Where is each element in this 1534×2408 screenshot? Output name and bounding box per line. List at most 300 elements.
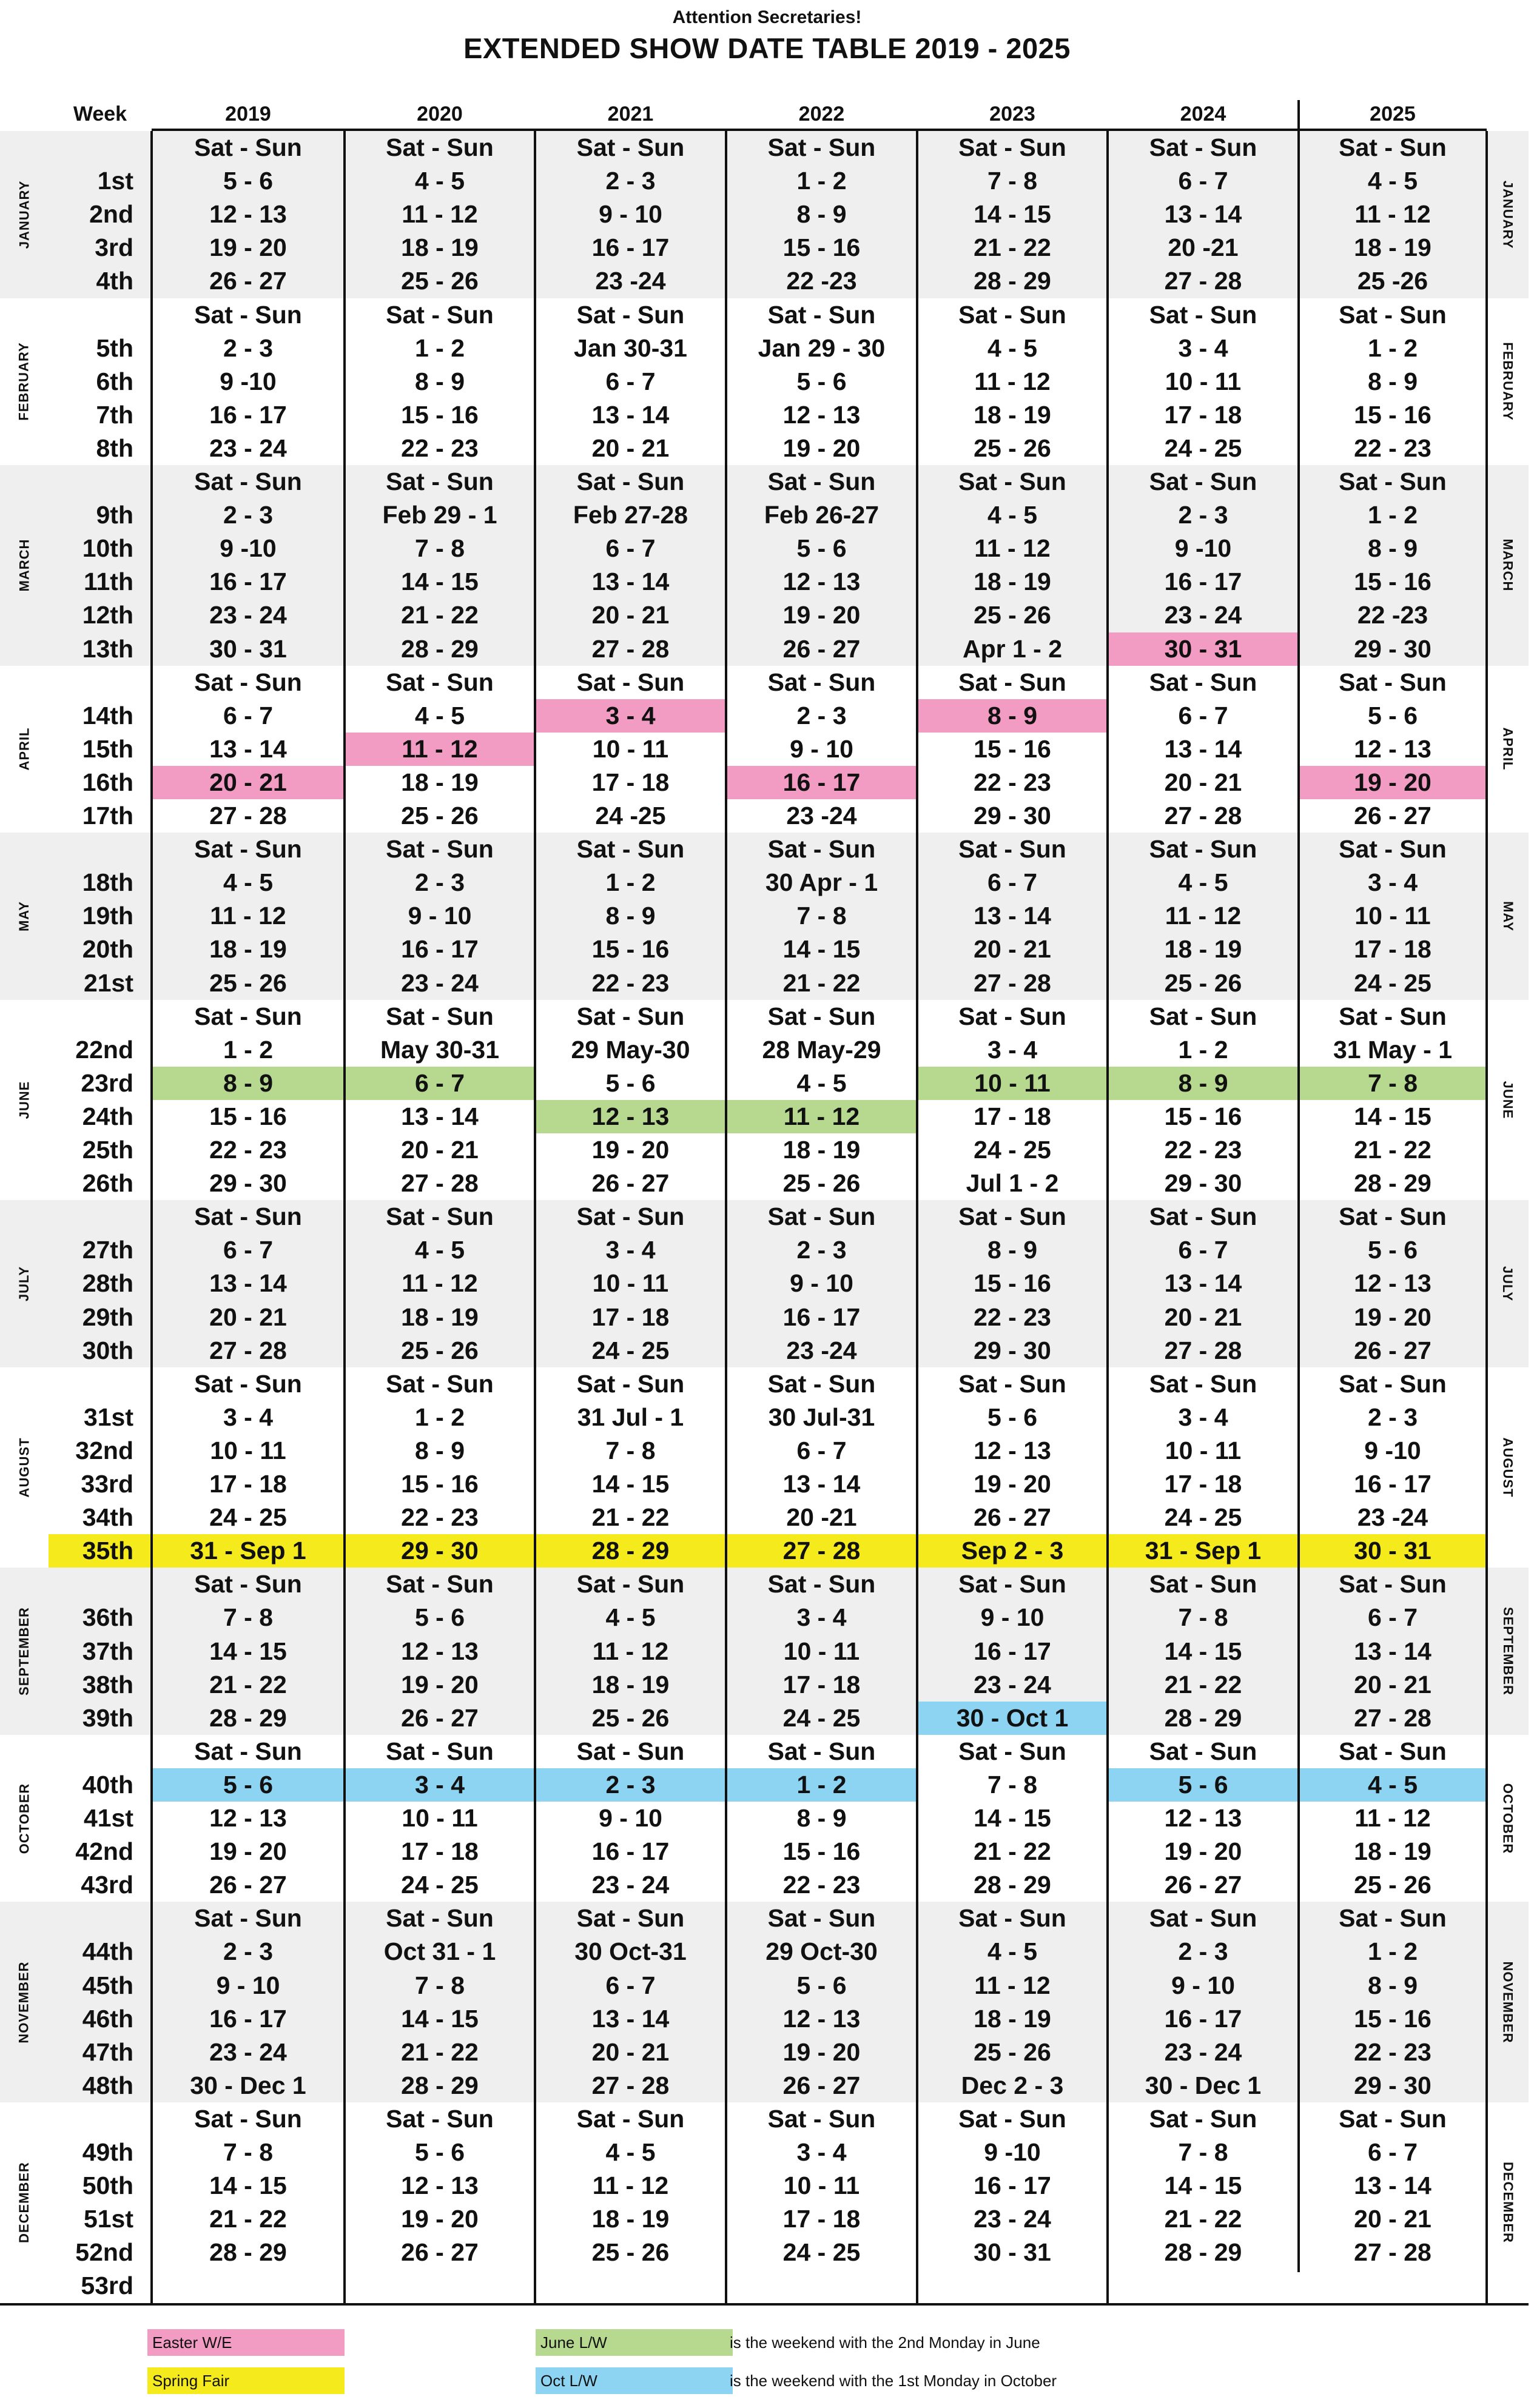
day-range-header: Sat - Sun	[194, 835, 302, 864]
date-cell: 27 - 28	[1164, 1336, 1242, 1364]
date-cell: 17 - 18	[782, 1670, 861, 1699]
date-cell: 20 - 21	[591, 601, 670, 629]
date-cell: 14 - 15	[1354, 1102, 1431, 1130]
date-cell: 27 - 28	[1164, 267, 1242, 295]
date-cell: 7 - 8	[414, 1971, 465, 1999]
day-range-header: Sat - Sun	[1149, 1202, 1257, 1231]
day-range-header: Sat - Sun	[576, 1737, 685, 1765]
week-label	[49, 1568, 152, 1601]
day-range-header: Sat - Sun	[958, 1002, 1066, 1030]
date-cell: 14 - 15	[1164, 1637, 1242, 1665]
day-range-header: Sat - Sun	[1149, 1369, 1257, 1398]
day-range-header: Sat - Sun	[958, 133, 1066, 162]
date-cell: 2 - 3	[605, 1770, 656, 1799]
date-cell: 6 - 7	[1178, 1236, 1228, 1264]
date-cell: 25 - 26	[591, 2238, 670, 2267]
date-cell: 6 - 7	[223, 701, 274, 729]
date-cell: 8 - 9	[223, 1068, 274, 1097]
date-cell: 6 - 7	[605, 1971, 656, 1999]
date-cell: 27 - 28	[782, 1537, 861, 1565]
month-label-right	[1487, 1367, 1529, 1568]
day-range-header: Sat - Sun	[194, 668, 302, 696]
page-title: EXTENDED SHOW DATE TABLE 2019 - 2025	[463, 32, 1071, 64]
day-range-header: Sat - Sun	[386, 133, 494, 162]
week-label: 5th	[96, 334, 133, 362]
date-cell: 13 - 14	[209, 734, 287, 763]
day-range-header: Sat - Sun	[1339, 1002, 1447, 1030]
date-cell: 5 - 6	[796, 367, 847, 395]
date-cell: 5 - 6	[414, 1603, 465, 1632]
grid-line	[152, 129, 1487, 131]
month-label-right	[1487, 666, 1529, 833]
date-cell: 4 - 5	[1367, 1770, 1418, 1799]
date-cell: 1 - 2	[1367, 334, 1418, 362]
date-cell: 30 - Dec 1	[1145, 2071, 1262, 2099]
day-range-header: Sat - Sun	[1339, 835, 1447, 864]
date-cell: 28 - 29	[1164, 1703, 1242, 1732]
date-cell: 14 - 15	[1164, 2172, 1242, 2200]
date-cell: 11 - 12	[1354, 1804, 1431, 1833]
day-range-header: Sat - Sun	[194, 133, 302, 162]
date-cell: 21 - 22	[1164, 2205, 1242, 2233]
week-label	[49, 1735, 152, 1768]
date-cell: 13 - 14	[209, 1269, 287, 1298]
month-label-right	[1487, 1000, 1529, 1201]
date-cell: 16 - 17	[782, 768, 861, 796]
date-cell: 23 -24	[786, 802, 857, 830]
date-cell: 29 - 30	[209, 1169, 287, 1198]
date-cell: 18 - 19	[1354, 1837, 1431, 1866]
date-cell: 25 - 26	[401, 1336, 479, 1364]
date-cell: 31 - Sep 1	[1145, 1537, 1262, 1565]
date-cell: 17 - 18	[591, 1303, 670, 1331]
date-cell: 1 - 2	[223, 1035, 274, 1064]
date-cell: 11 - 12	[402, 200, 478, 229]
date-cell: 11 - 12	[783, 1102, 860, 1130]
date-cell: 2 - 3	[414, 868, 465, 897]
day-range-header: Sat - Sun	[767, 133, 876, 162]
date-cell: 7 - 8	[987, 167, 1038, 195]
date-cell: 1 - 2	[1367, 1937, 1418, 1966]
month-name: FEBRUARY	[16, 342, 32, 421]
date-cell: 30 Jul-31	[768, 1403, 875, 1431]
date-cell: 31 Jul - 1	[577, 1403, 684, 1431]
week-label: 27th	[82, 1236, 133, 1264]
week-label: 26th	[82, 1169, 133, 1198]
day-range-header: Sat - Sun	[1339, 1904, 1447, 1933]
day-range-header: Sat - Sun	[576, 1570, 685, 1598]
date-cell: 27 - 28	[1164, 802, 1242, 830]
day-range-header: Sat - Sun	[958, 1737, 1066, 1765]
week-label	[49, 1000, 152, 1033]
date-cell: 9 -10	[220, 367, 277, 395]
grid-line	[150, 131, 153, 2303]
date-cell: 22 - 23	[209, 1136, 287, 1164]
day-range-header: Sat - Sun	[194, 468, 302, 496]
month-name: MAY	[16, 900, 32, 931]
date-cell: 7 - 8	[223, 2138, 274, 2167]
date-cell: 5 - 6	[987, 1403, 1038, 1431]
week-column-header: Week	[73, 102, 127, 126]
date-cell: 12 - 13	[782, 400, 861, 429]
date-cell: 8 - 9	[987, 1236, 1038, 1264]
date-cell: 17 - 18	[591, 768, 670, 796]
date-cell: 30 Oct-31	[574, 1937, 687, 1966]
date-cell: 16 - 17	[209, 2004, 287, 2033]
month-name: JULY	[1500, 1266, 1516, 1302]
date-cell: 27 - 28	[209, 1336, 287, 1364]
month-label-left	[0, 465, 49, 666]
day-range-header: Sat - Sun	[194, 1570, 302, 1598]
day-range-header: Sat - Sun	[194, 1202, 302, 1231]
month-label-right	[1487, 833, 1529, 1000]
day-range-header: Sat - Sun	[1149, 468, 1257, 496]
date-cell: 8 - 9	[1178, 1068, 1228, 1097]
week-label: 51st	[83, 2205, 133, 2233]
date-cell: 26 - 27	[401, 1703, 479, 1732]
date-cell: 27 - 28	[591, 634, 670, 663]
week-label: 12th	[82, 601, 133, 629]
day-range-header: Sat - Sun	[1149, 133, 1257, 162]
week-label	[49, 1902, 152, 1935]
date-cell: 20 - 21	[1354, 2205, 1431, 2233]
date-cell: Sep 2 - 3	[961, 1537, 1064, 1565]
date-cell: 1 - 2	[796, 1770, 847, 1799]
date-cell: 26 - 27	[782, 2071, 861, 2099]
day-range-header: Sat - Sun	[1339, 1737, 1447, 1765]
date-cell: 15 - 16	[1354, 400, 1431, 429]
date-cell: Oct 31 - 1	[383, 1937, 496, 1966]
date-cell: 11 - 12	[402, 734, 478, 763]
date-cell: 22 -23	[1357, 601, 1428, 629]
date-cell: 24 - 25	[591, 1336, 670, 1364]
date-cell: 23 -24	[786, 1336, 857, 1364]
week-label: 41st	[83, 1804, 133, 1833]
month-label-left	[0, 131, 49, 298]
date-cell: 8 - 9	[796, 1804, 847, 1833]
date-cell: Feb 26-27	[764, 501, 880, 529]
day-range-header: Sat - Sun	[576, 1202, 685, 1231]
day-range-header: Sat - Sun	[767, 1202, 876, 1231]
week-label: 6th	[96, 367, 133, 395]
month-label-right	[1487, 1568, 1529, 1735]
date-cell: 21 - 22	[591, 1503, 670, 1532]
date-cell: 23 - 24	[1164, 601, 1242, 629]
date-cell: 25 - 26	[974, 2037, 1051, 2066]
date-cell: 12 - 13	[209, 200, 287, 229]
month-name: AUGUST	[16, 1437, 32, 1498]
month-name: JULY	[16, 1266, 32, 1302]
date-cell: 7 - 8	[1367, 1068, 1418, 1097]
date-cell: 20 - 21	[591, 2037, 670, 2066]
date-cell: 12 - 13	[1164, 1804, 1242, 1833]
date-cell: 10 - 11	[1165, 367, 1242, 395]
date-cell: 15 - 16	[974, 734, 1051, 763]
date-cell: Apr 1 - 2	[962, 634, 1063, 663]
month-name: SEPTEMBER	[1500, 1607, 1516, 1696]
year-header-2024: 2024	[1180, 102, 1226, 126]
date-cell: 6 - 7	[414, 1068, 465, 1097]
date-cell: 8 - 9	[414, 367, 465, 395]
month-name: NOVEMBER	[16, 1961, 32, 2044]
year-header-2020: 2020	[417, 102, 463, 126]
date-cell: 23 - 24	[591, 1871, 670, 1899]
date-cell: 30 Apr - 1	[765, 868, 878, 897]
date-cell: 4 - 5	[987, 1937, 1038, 1966]
week-label: 32nd	[75, 1436, 133, 1464]
date-cell: 17 - 18	[209, 1470, 287, 1498]
date-cell: 13 - 14	[591, 400, 670, 429]
date-cell: 5 - 6	[223, 167, 274, 195]
date-cell: 28 - 29	[401, 2071, 479, 2099]
date-cell: 17 - 18	[401, 1837, 479, 1866]
date-cell: 20 - 21	[1164, 1303, 1242, 1331]
date-cell: 26 - 27	[591, 1169, 670, 1198]
date-cell: 30 - 31	[974, 2238, 1051, 2267]
date-cell: 21 - 22	[401, 2037, 479, 2066]
date-cell: 10 - 11	[210, 1436, 286, 1464]
date-cell: 9 - 10	[790, 734, 853, 763]
day-range-header: Sat - Sun	[958, 468, 1066, 496]
date-cell: 6 - 7	[1367, 1603, 1418, 1632]
date-cell: 6 - 7	[605, 367, 656, 395]
date-cell: 12 - 13	[591, 1102, 670, 1130]
date-cell: 20 - 21	[591, 434, 670, 462]
date-cell: 18 - 19	[401, 768, 479, 796]
day-range-header: Sat - Sun	[1339, 300, 1447, 329]
date-cell: 21 - 22	[1354, 1136, 1431, 1164]
date-cell: 4 - 5	[605, 1603, 656, 1632]
date-cell: 21 - 22	[209, 2205, 287, 2233]
legend-june: June L/W	[536, 2329, 733, 2356]
date-cell: 4 - 5	[605, 2138, 656, 2167]
date-cell: 7 - 8	[1178, 2138, 1228, 2167]
date-cell: 20 - 21	[974, 935, 1051, 964]
day-range-header: Sat - Sun	[767, 1002, 876, 1030]
date-cell: 31 May - 1	[1333, 1035, 1452, 1064]
date-cell: 22 - 23	[1354, 2037, 1431, 2066]
date-cell: 2 - 3	[223, 1937, 274, 1966]
month-label-right	[1487, 465, 1529, 666]
month-name: OCTOBER	[1500, 1783, 1516, 1854]
date-cell: Jul 1 - 2	[966, 1169, 1059, 1198]
date-cell: 20 - 21	[209, 1303, 287, 1331]
date-cell: Jan 30-31	[574, 334, 687, 362]
year-header-2021: 2021	[607, 102, 654, 126]
date-cell: 19 - 20	[209, 233, 287, 262]
day-range-header: Sat - Sun	[1149, 1002, 1257, 1030]
date-cell: 22 - 23	[401, 434, 479, 462]
date-cell: 4 - 5	[223, 868, 274, 897]
month-label-left	[0, 1902, 49, 2102]
day-range-header: Sat - Sun	[386, 1369, 494, 1398]
date-cell: 28 - 29	[591, 1537, 670, 1565]
day-range-header: Sat - Sun	[576, 468, 685, 496]
day-range-header: Sat - Sun	[958, 1202, 1066, 1231]
year-header-2025: 2025	[1370, 102, 1416, 126]
day-range-header: Sat - Sun	[194, 1737, 302, 1765]
date-cell: 1 - 2	[1367, 501, 1418, 529]
date-cell: 4 - 5	[414, 167, 465, 195]
date-cell: 11 - 12	[1165, 902, 1242, 930]
date-cell: 14 - 15	[209, 1637, 287, 1665]
month-label-left	[0, 1367, 49, 1568]
day-range-header: Sat - Sun	[386, 835, 494, 864]
date-cell: 19 - 20	[1354, 768, 1431, 796]
date-cell: 26 - 27	[401, 2238, 479, 2267]
date-cell: 8 - 9	[1367, 1971, 1418, 1999]
week-label: 44th	[82, 1937, 133, 1966]
month-name: DECEMBER	[16, 2162, 32, 2244]
day-range-header: Sat - Sun	[1149, 300, 1257, 329]
date-cell: 13 - 14	[1354, 1637, 1431, 1665]
month-name: APRIL	[16, 727, 32, 771]
day-range-header: Sat - Sun	[386, 1570, 494, 1598]
day-range-header: Sat - Sun	[1149, 668, 1257, 696]
date-cell: 12 - 13	[974, 1436, 1051, 1464]
date-cell: 16 - 17	[591, 1837, 670, 1866]
date-cell: 9 - 10	[216, 1971, 280, 1999]
date-cell: 11 - 12	[1354, 200, 1431, 229]
date-cell: 13 - 14	[591, 2004, 670, 2033]
date-cell: 16 - 17	[209, 400, 287, 429]
date-cell: 20 -21	[786, 1503, 857, 1532]
date-cell: 15 - 16	[401, 1470, 479, 1498]
date-cell: 17 - 18	[974, 1102, 1051, 1130]
date-cell: 14 - 15	[591, 1470, 670, 1498]
month-label-left	[0, 2102, 49, 2303]
date-cell: 25 - 26	[1164, 968, 1242, 997]
legend-easter: Easter W/E	[147, 2329, 345, 2356]
date-cell: 3 - 4	[796, 2138, 847, 2167]
date-cell: 27 - 28	[1354, 1703, 1431, 1732]
date-cell: 16 - 17	[1164, 2004, 1242, 2033]
date-cell: 26 - 27	[209, 1871, 287, 1899]
date-cell: 1 - 2	[605, 868, 656, 897]
date-cell: 9 -10	[1364, 1436, 1421, 1464]
date-cell: 24 -25	[595, 802, 666, 830]
date-cell: 6 - 7	[223, 1236, 274, 1264]
week-label	[49, 666, 152, 699]
date-cell: 6 - 7	[987, 868, 1038, 897]
week-label: 53rd	[81, 2272, 133, 2300]
week-label: 15th	[82, 734, 133, 763]
date-cell: 23 - 24	[209, 601, 287, 629]
date-cell: 16 - 17	[974, 1637, 1051, 1665]
date-cell: 8 - 9	[1367, 367, 1418, 395]
date-cell: 26 - 27	[1354, 802, 1431, 830]
day-range-header: Sat - Sun	[1339, 2104, 1447, 2133]
date-cell: 17 - 18	[1164, 1470, 1242, 1498]
day-range-header: Sat - Sun	[958, 300, 1066, 329]
week-label	[49, 1367, 152, 1401]
date-cell: 27 - 28	[1354, 2238, 1431, 2267]
date-cell: 10 - 11	[783, 2172, 860, 2200]
day-range-header: Sat - Sun	[767, 1737, 876, 1765]
date-cell: 9 - 10	[599, 1804, 662, 1833]
week-label	[49, 298, 152, 332]
grid-line	[1106, 131, 1109, 2303]
date-cell: 25 - 26	[974, 601, 1051, 629]
day-range-header: Sat - Sun	[386, 2104, 494, 2133]
date-cell: 16 - 17	[591, 233, 670, 262]
date-cell: 25 - 26	[1354, 1871, 1431, 1899]
date-cell: 23 - 24	[1164, 2037, 1242, 2066]
date-cell: 24 - 25	[1164, 434, 1242, 462]
date-cell: 24 - 25	[782, 2238, 861, 2267]
grid-line	[1297, 100, 1300, 2272]
date-cell: 19 - 20	[209, 1837, 287, 1866]
day-range-header: Sat - Sun	[576, 1369, 685, 1398]
day-range-header: Sat - Sun	[1339, 668, 1447, 696]
week-label: 50th	[82, 2172, 133, 2200]
day-range-header: Sat - Sun	[958, 1570, 1066, 1598]
date-cell: 6 - 7	[796, 1436, 847, 1464]
date-cell: 22 - 23	[974, 768, 1051, 796]
date-cell: 4 - 5	[414, 701, 465, 729]
date-cell: 10 - 11	[974, 1068, 1051, 1097]
date-cell: 9 - 10	[980, 1603, 1045, 1632]
week-label: 28th	[82, 1269, 133, 1298]
month-label-left	[0, 1568, 49, 1735]
year-header-2023: 2023	[989, 102, 1035, 126]
month-name: MARCH	[16, 538, 32, 592]
day-range-header: Sat - Sun	[767, 835, 876, 864]
date-cell: 18 - 19	[974, 568, 1051, 596]
date-cell: 7 - 8	[605, 1436, 656, 1464]
date-cell: 10 - 11	[783, 1637, 860, 1665]
month-label-right	[1487, 1200, 1529, 1367]
week-label: 30th	[82, 1336, 133, 1364]
month-name: DECEMBER	[1500, 2162, 1516, 2244]
week-label: 45th	[82, 1971, 133, 1999]
day-range-header: Sat - Sun	[386, 1202, 494, 1231]
day-range-header: Sat - Sun	[576, 1904, 685, 1933]
grid-line	[0, 2303, 1529, 2306]
week-label: 49th	[82, 2138, 133, 2167]
date-cell: 21 - 22	[209, 1670, 287, 1699]
day-range-header: Sat - Sun	[1149, 2104, 1257, 2133]
month-name: JANUARY	[16, 180, 32, 249]
month-name: OCTOBER	[16, 1783, 32, 1854]
week-label: 21st	[83, 968, 133, 997]
grid-line	[916, 131, 918, 2303]
date-cell: 12 - 13	[209, 1804, 287, 1833]
day-range-header: Sat - Sun	[576, 835, 685, 864]
day-range-header: Sat - Sun	[386, 468, 494, 496]
date-cell	[726, 2269, 917, 2302]
day-range-header: Sat - Sun	[1149, 835, 1257, 864]
day-range-header: Sat - Sun	[386, 1002, 494, 1030]
day-range-header: Sat - Sun	[576, 2104, 685, 2133]
day-range-header: Sat - Sun	[194, 2104, 302, 2133]
day-range-header: Sat - Sun	[767, 468, 876, 496]
month-label-left	[0, 1200, 49, 1367]
date-cell: 18 - 19	[591, 2205, 670, 2233]
date-cell: 30 - 31	[1164, 634, 1242, 663]
week-label	[49, 833, 152, 866]
date-cell: 13 - 14	[782, 1470, 861, 1498]
week-label: 13th	[82, 634, 133, 663]
month-name: APRIL	[1500, 727, 1516, 771]
date-cell: 8 - 9	[605, 902, 656, 930]
date-cell: 13 - 14	[1164, 1269, 1242, 1298]
date-cell: 2 - 3	[223, 334, 274, 362]
date-cell: 18 - 19	[401, 1303, 479, 1331]
date-cell: 24 - 25	[782, 1703, 861, 1732]
date-cell: 16 - 17	[1354, 1470, 1431, 1498]
date-cell: 19 - 20	[974, 1470, 1051, 1498]
